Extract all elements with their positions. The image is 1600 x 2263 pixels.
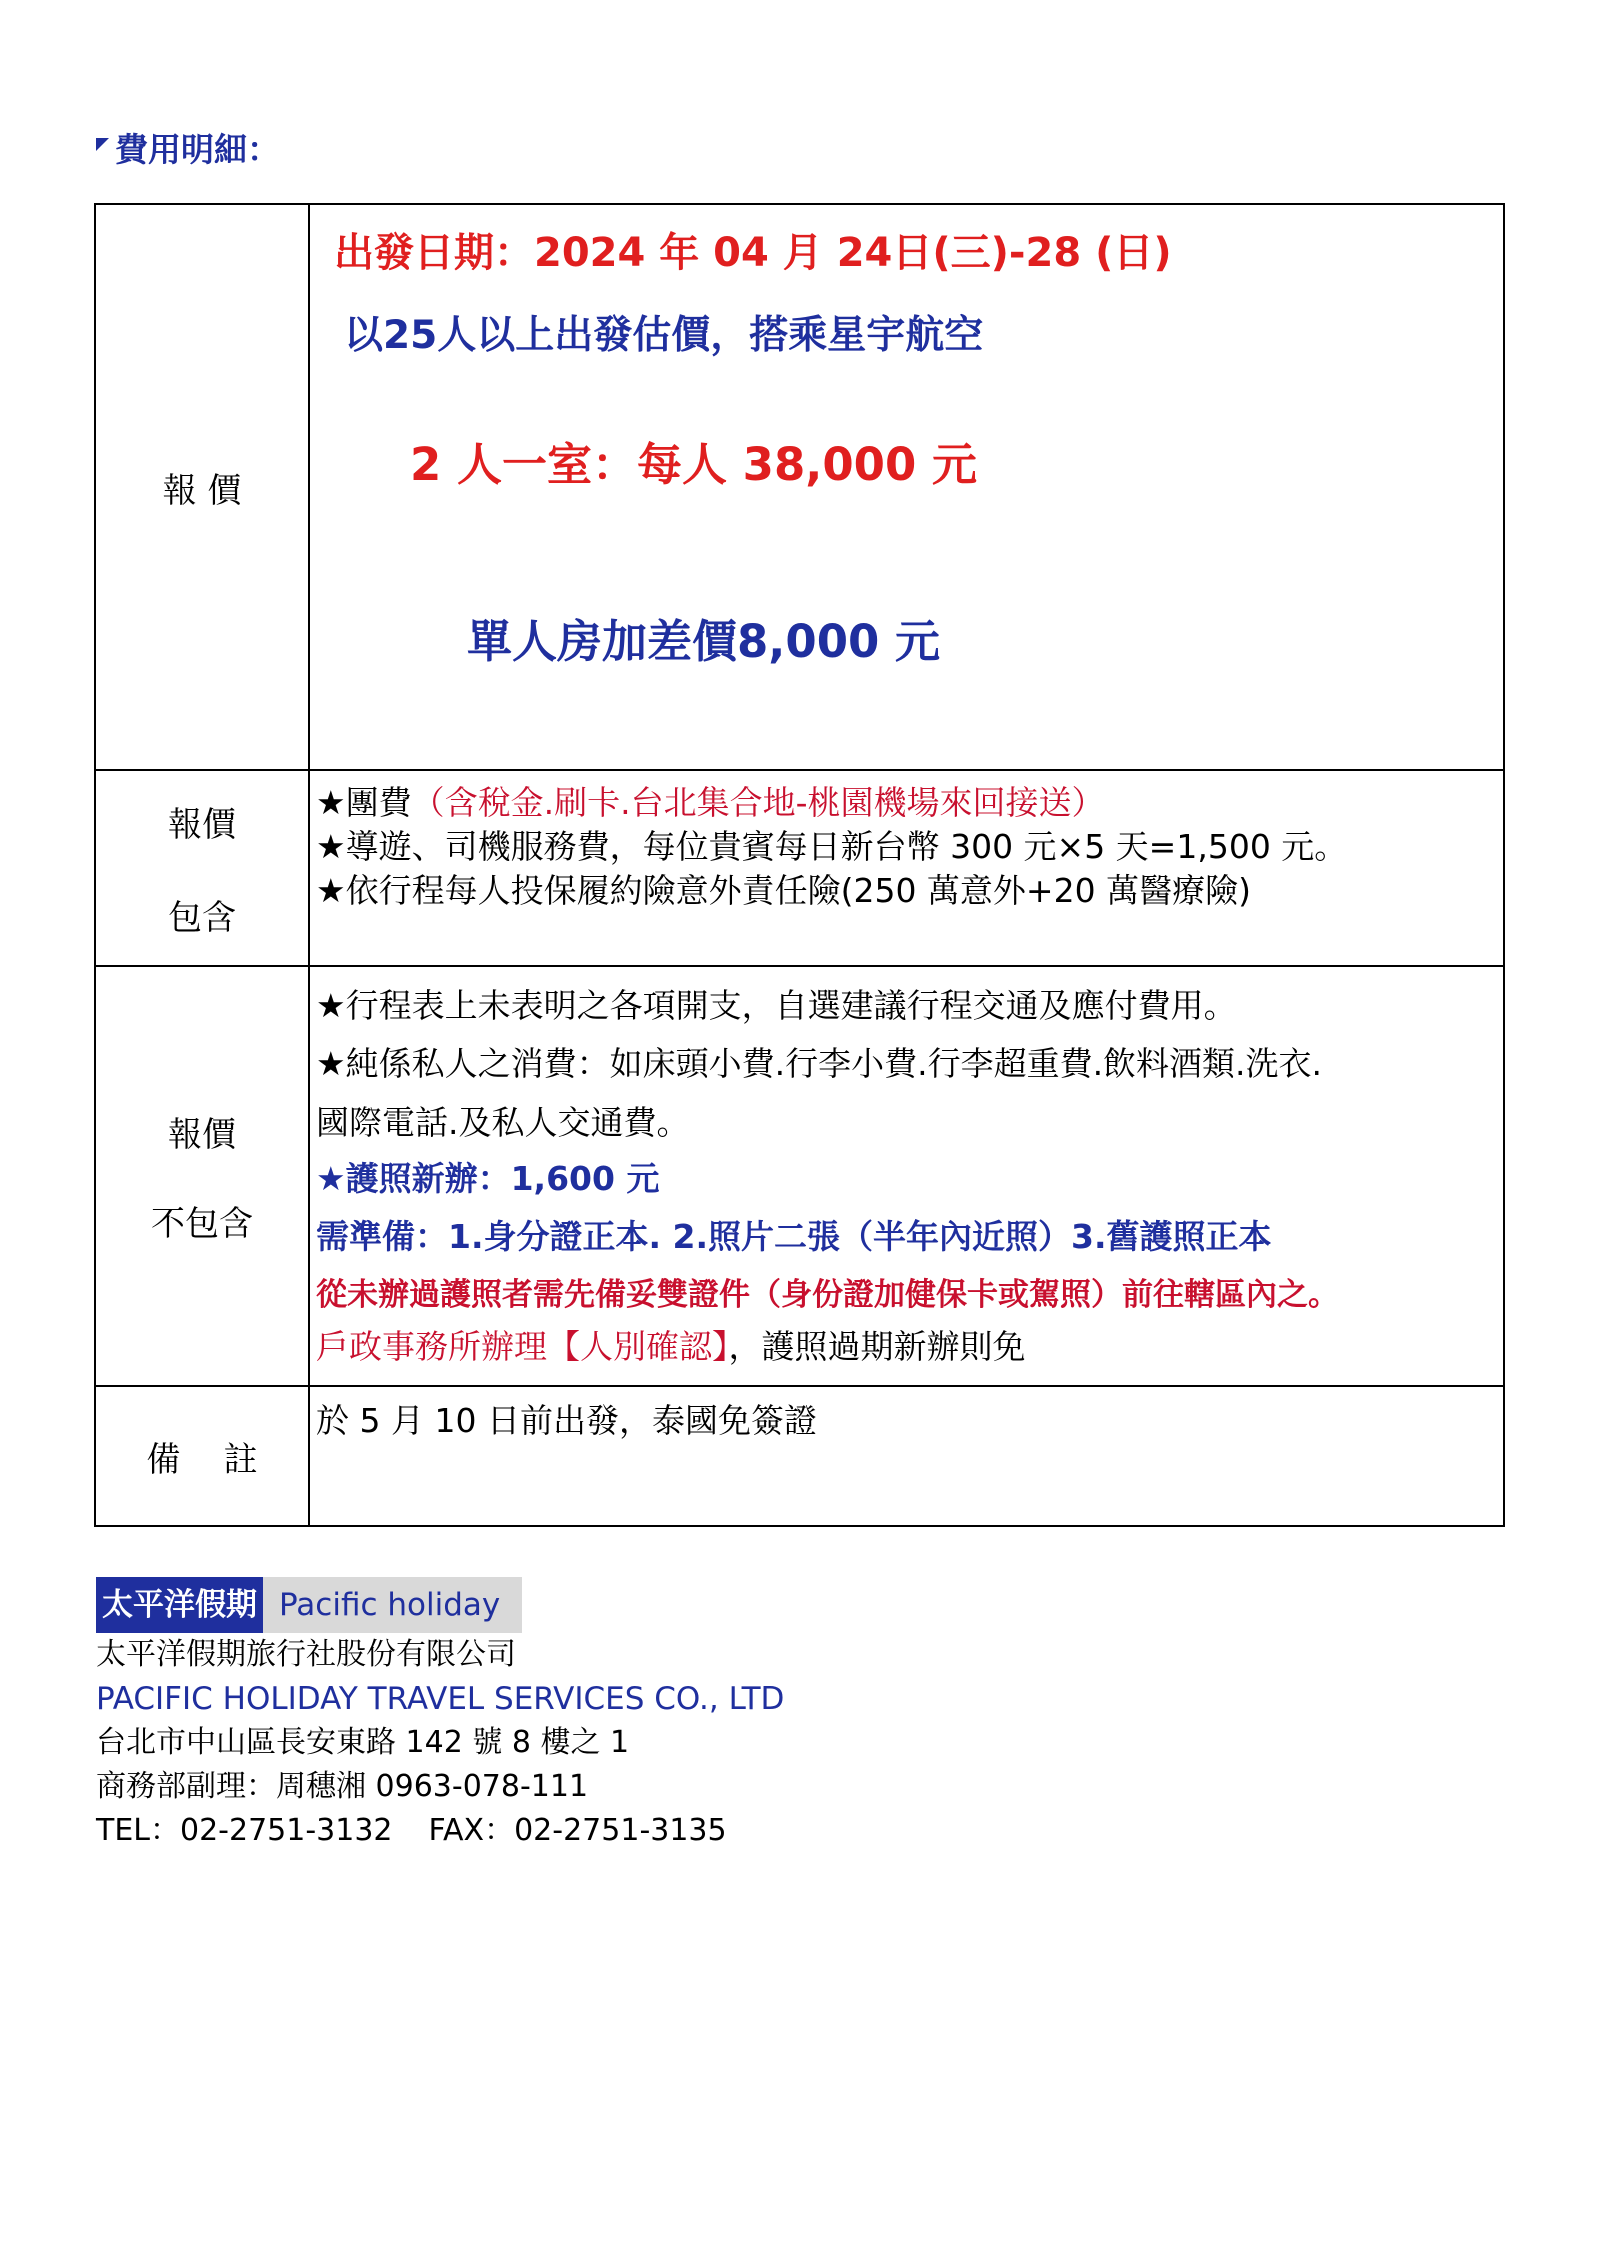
- excluded-label: [95, 966, 309, 1386]
- twin-room-price: 2 人一室：每人 38,000 元: [410, 438, 977, 491]
- brand-logo: [96, 1577, 784, 1633]
- section-title: [96, 124, 280, 171]
- phone-fax-line: [96, 1809, 784, 1853]
- brand-en: Pacific holiday: [263, 1577, 522, 1633]
- quote-row: [95, 204, 1504, 770]
- excluded-label-line2: 不包含: [151, 1204, 253, 1244]
- fax: FAX：02-2751-3135: [428, 1813, 727, 1848]
- included-item-1: [316, 781, 1503, 825]
- remarks-label: 備 註: [95, 1386, 309, 1526]
- quote-label: 報 價: [95, 204, 309, 770]
- company-name-cn: 太平洋假期旅行社股份有限公司: [96, 1637, 516, 1672]
- company-address: 台北市中山區長安東路 142 號 8 樓之 1: [96, 1725, 630, 1760]
- remarks-text: 於 5 月 10 日前出發，泰國免簽證: [316, 1401, 817, 1440]
- excluded-item-2: ★純係私人之消費：如床頭小費.行李小費.行李超重費.飲料酒類.洗衣.: [316, 1044, 1323, 1083]
- included-cell: [309, 770, 1504, 966]
- included-item-3: ★依行程每人投保履約險意外責任險(250 萬意外+20 萬醫療險): [316, 871, 1251, 910]
- excluded-item-2-cont: 國際電話.及私人交通費。: [316, 1103, 690, 1142]
- excluded-item-1: ★行程表上未表明之各項開支，自選建議行程交通及應付費用。: [316, 986, 1237, 1025]
- company-name-en: PACIFIC HOLIDAY TRAVEL SERVICES CO., LTD: [96, 1681, 785, 1717]
- excluded-row: [95, 966, 1504, 1386]
- included-row: [95, 770, 1504, 966]
- telephone: TEL：02-2751-3132: [96, 1813, 393, 1848]
- excluded-label-line1: 報價: [168, 1115, 236, 1155]
- fee-table: [94, 203, 1505, 1527]
- remarks-row: [95, 1386, 1504, 1526]
- passport-tail: ，護照過期新辦則免: [728, 1327, 1026, 1366]
- included-item-1-note: （含稅金.刷卡.台北集合地-桃園機場來回接送）: [411, 783, 1105, 822]
- quote-basis: 以25人以上出發估價，搭乘星宇航空: [344, 313, 984, 358]
- passport-fee: ★護照新辦：1,600 元: [316, 1159, 660, 1198]
- passport-office: 戶政事務所辦理【人別確認】: [316, 1327, 729, 1366]
- passport-note: 從未辦過護照者需先備妥雙證件（身份證加健保卡或駕照）前往轄區內之。: [316, 1277, 1339, 1313]
- remarks-cell: [309, 1386, 1504, 1526]
- contact-person: 商務部副理：周穗湘 0963-078-111: [96, 1769, 589, 1804]
- passport-docs: 需準備：1.身分證正本. 2.照片二張（半年內近照）3.舊護照正本: [316, 1217, 1272, 1256]
- single-supplement: 單人房加差價8,000 元: [467, 615, 941, 668]
- included-label-line2: 包含: [168, 898, 236, 938]
- excluded-cell: [309, 966, 1504, 1386]
- triangle-bullet-icon: [96, 138, 109, 151]
- departure-date: 出發日期：2024 年 04 月 24日(三)-28 (日): [334, 230, 1172, 276]
- section-title-text: 費用明細：: [115, 130, 280, 169]
- quote-cell: [309, 204, 1504, 770]
- included-label-line1: 報價: [168, 805, 236, 845]
- passport-office-line: [316, 1323, 1503, 1371]
- included-item-2: ★導遊、司機服務費，每位貴賓每日新台幣 300 元×5 天=1,500 元。: [316, 827, 1348, 866]
- included-label: [95, 770, 309, 966]
- brand-cn: 太平洋假期: [96, 1577, 263, 1633]
- company-footer: [96, 1577, 784, 1853]
- included-item-1-prefix: ★團費: [316, 783, 412, 822]
